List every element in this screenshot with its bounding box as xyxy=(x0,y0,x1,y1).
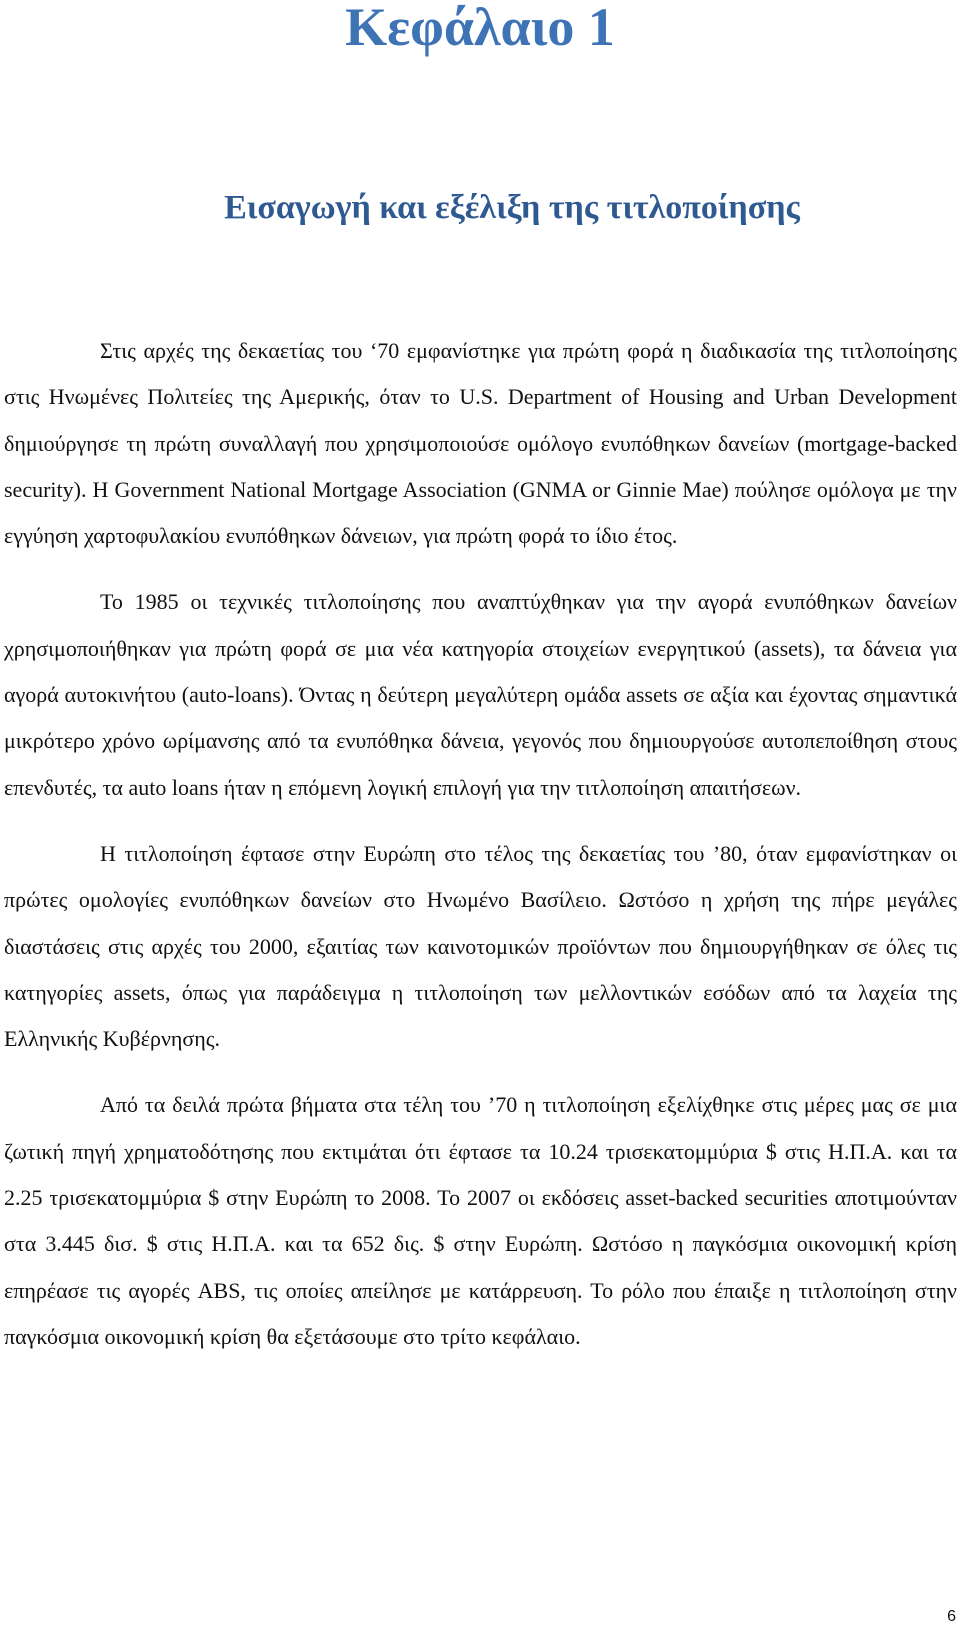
paragraph-4: Από τα δειλά πρώτα βήματα στα τέλη του ’70 η τιτλοποίηση εξελίχθηκε στις μέρες μας σε μια ζωτική πηγή χρηματοδότησης που εκτιμάται ότι έφτασε τα 10.24 τρισεκατομμύρια $ στις Η.Π.Α. και τα 2.25 τρισεκατομμύρια $ στην Ευρώπη το 2008. Το 2007 οι εκδόσεις asset-backed securities αποτιμούνταν στα 3.445 δισ. $ στις Η.Π.Α. και τα 652 δις. $ στην Ευρώπη. Ωστόσο η παγκόσμια οικονομική κρίση επηρέασε τις αγορές ABS, τις οποίες απείλησε με κατάρρευση. Το ρόλο που έπαιξε η τιτλοποίηση στην παγκόσμια οικονομική κρίση θα εξετάσουμε στο τρίτο κεφάλαιο. xyxy=(4,1092,957,1349)
chapter-title: Κεφάλαιο 1 xyxy=(345,0,615,57)
section-title: Εισαγωγή και εξέλιξη της τιτλοποίησης xyxy=(224,189,800,226)
body-text xyxy=(4,328,957,1360)
paragraph-2: Το 1985 οι τεχνικές τιτλοποίησης που αναπτύχθηκαν για την αγορά ενυπόθηκων δανείων χρησιμοποιήθηκαν για πρώτη φορά σε μια νέα κατηγορία στοιχείων ενεργητικού (assets), τα δάνεια για αγορά αυτοκινήτου (auto-loans). Όντας η δεύτερη μεγαλύτερη ομάδα assets σε αξία και έχοντας σημαντικά μικρότερο χρόνο ωρίμανσης από τα ενυπόθηκα δάνεια, γεγονός που δημιουργούσε αυτοπεποίθηση στους επενδυτές, τα auto loans ήταν η επόμενη λογική επιλογή για την τιτλοποίηση απαιτήσεων. xyxy=(4,589,957,800)
page-number: 6 xyxy=(947,1608,956,1625)
paragraph-1: Στις αρχές της δεκαετίας του ‘70 εμφανίστηκε για πρώτη φορά η διαδικασία της τιτλοποίησης στις Ηνωμένες Πολιτείες της Αμερικής, όταν το U.S. Department of Housing and Urban Development δημιούργησε τη πρώτη συναλλαγή που χρησιμοποιούσε ομόλογο ενυπόθηκων δανείων (mortgage-backed security). Η Government National Mortgage Association (GNMA or Ginnie Mae) πούλησε ομόλογα με την εγγύηση χαρτοφυλακίου ενυπόθηκων δάνειων, για πρώτη φορά το ίδιο έτος. xyxy=(4,338,957,549)
paragraph-3: Η τιτλοποίηση έφτασε στην Ευρώπη στο τέλος της δεκαετίας του ’80, όταν εμφανίστηκαν οι πρώτες ομολογίες ενυπόθηκων δανείων στο Ηνωμένο Βασίλειο. Ωστόσο η χρήση της πήρε μεγάλες διαστάσεις στις αρχές του 2000, εξαιτίας των καινοτομικών προϊόντων που δημιουργήθηκαν σε όλες τις κατηγορίες assets, όπως για παράδειγμα η τιτλοποίηση των μελλοντικών εσόδων από τα λαχεία της Ελληνικής Κυβέρνησης. xyxy=(4,840,957,1052)
